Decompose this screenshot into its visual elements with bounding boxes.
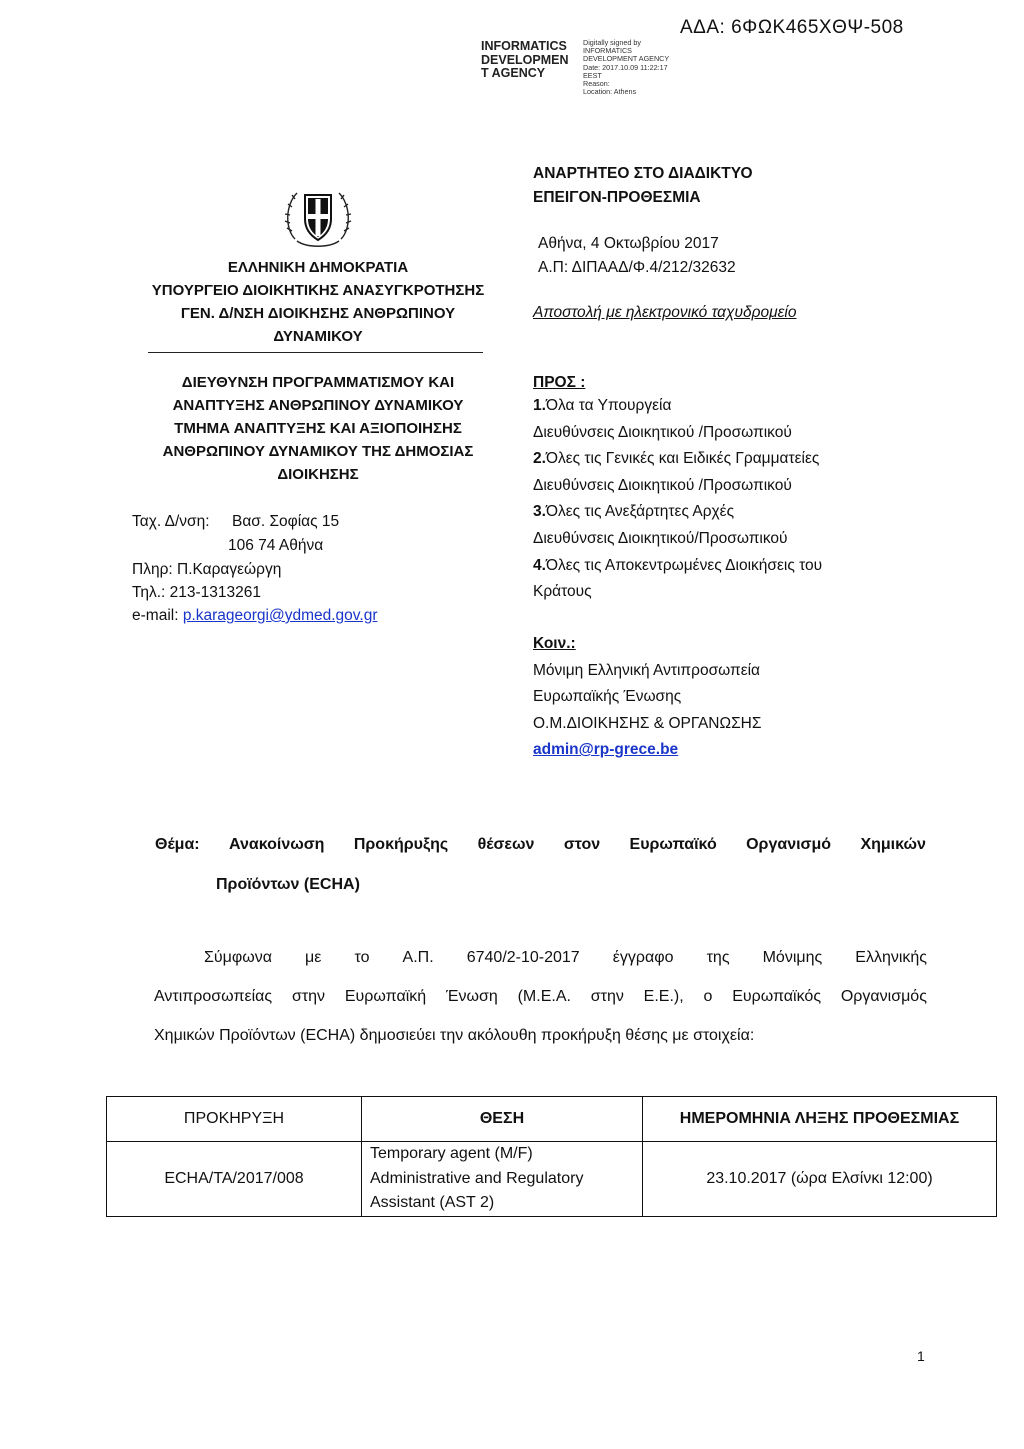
- recipient-line: [533, 420, 822, 447]
- recipient-text: Όλες τις Αποκεντρωμένες Διοικήσεις του: [545, 556, 823, 574]
- recipient-number: 1.: [533, 397, 546, 414]
- body-word: της: [706, 949, 730, 966]
- to-label: ΠΡΟΣ :: [533, 374, 586, 391]
- directorate-line: ΤΜΗΜΑ ΑΝΑΠΤΥΞΗΣ ΚΑΙ ΑΞΙΟΠΟΙΗΣΗΣ: [174, 420, 462, 437]
- cc-line: Ο.Μ.ΔΙΟΙΚΗΣΗΣ & ΟΡΓΑΝΩΣΗΣ: [533, 714, 762, 732]
- body-word: το: [354, 949, 370, 966]
- signature-detail-line: Location: Athens: [583, 87, 637, 97]
- recipient-text: Διευθύνσεις Διοικητικού/Προσωπικού: [533, 529, 788, 547]
- page-number: 1: [917, 1348, 925, 1364]
- body-word: Ένωση: [445, 988, 498, 1005]
- ministry-header: [118, 256, 518, 348]
- greek-emblem-icon: [283, 185, 353, 251]
- body-word: (Μ.Ε.Α.: [517, 988, 571, 1005]
- deadline-cell: 23.10.2017 (ώρα Ελσίνκι 12:00): [643, 1142, 997, 1217]
- recipient-line: [533, 499, 822, 526]
- sender-email-link[interactable]: p.karageorgi@ydmed.gov.gr: [182, 607, 378, 624]
- ministry-line: ΕΛΛΗΝΙΚΗ ΔΗΜΟΚΡΑΤΙΑ: [227, 259, 409, 276]
- signature-name-line: INFORMATICS: [481, 39, 567, 53]
- position-line: Assistant (AST 2): [370, 1194, 495, 1212]
- subject-continuation: Προϊόντων (ECHA): [216, 876, 360, 893]
- body-word: Οργανισμός: [840, 988, 927, 1005]
- subject-word: Θέμα:: [155, 836, 200, 853]
- position-cell: [362, 1142, 643, 1217]
- table-row: [107, 1142, 997, 1217]
- ministry-line: ΔΥΝΑΜΙΚΟΥ: [273, 328, 363, 345]
- directorate-line: ΔΙΕΥΘΥΝΣΗ ΠΡΟΓΡΑΜΜΑΤΙΣΜΟΥ ΚΑΙ: [181, 374, 455, 391]
- table-header-row: [107, 1097, 997, 1142]
- cc-line: Μόνιμη Ελληνική Αντιπροσωπεία: [533, 662, 761, 679]
- directorate-line: ΔΙΟΙΚΗΣΗΣ: [277, 466, 359, 483]
- body-word: Α.Π.: [402, 949, 434, 966]
- subject-word: Χημικών: [860, 836, 926, 853]
- body-word: Ευρωπαϊκός: [732, 988, 822, 1005]
- recipients-list: [533, 393, 822, 606]
- recipient-text: Διευθύνσεις Διοικητικού /Προσωπικού: [533, 476, 792, 494]
- ministry-line: ΓΕΝ. Δ/ΝΣΗ ΔΙΟΙΚΗΣΗΣ ΑΝΘΡΩΠΙΝΟΥ: [180, 305, 456, 322]
- send-mode: Αποστολή με ηλεκτρονικό ταχυδρομείο: [533, 304, 797, 321]
- body-word: 6740/2-10-2017: [466, 949, 580, 966]
- recipient-number: 4.: [533, 556, 546, 574]
- column-header: ΠΡΟΚΗΡΥΞΗ: [107, 1097, 362, 1142]
- signature-detail-line: DEVELOPMENT AGENCY: [583, 54, 670, 64]
- header-divider: [148, 352, 483, 353]
- address-label: Ταχ. Δ/νση:: [132, 513, 210, 530]
- body-line: Χημικών Προϊόντων (ECHA) δημοσιεύει την ακόλουθη προκήρυξη θέσης με στοιχεία:: [154, 1027, 755, 1044]
- internet-notice: ΑΝΑΡΤΗΤΕΟ ΣΤΟ ΔΙΑΔΙΚΤΥΟ: [533, 165, 753, 182]
- phone-number: Τηλ.: 213-1313261: [132, 584, 261, 601]
- position-line: Administrative and Regulatory: [370, 1169, 584, 1187]
- cc-label: Κοιν.:: [533, 635, 576, 652]
- protocol-number: Α.Π: ΔΙΠΑΑΔ/Φ.4/212/32632: [538, 259, 736, 276]
- subject-word: Οργανισμό: [746, 836, 832, 853]
- recipient-line: [533, 446, 822, 473]
- subject-word: θέσεων: [477, 836, 535, 853]
- recipient-text: Όλα τα Υπουργεία: [545, 397, 672, 414]
- contact-person: Πληρ: Π.Καραγεώργη: [132, 561, 282, 578]
- recipient-text: Όλες τις Ανεξάρτητες Αρχές: [545, 503, 735, 521]
- body-word: στην: [590, 988, 624, 1005]
- email-row: [132, 604, 378, 628]
- recipient-line: [533, 553, 822, 580]
- signature-detail-line: EEST: [583, 70, 602, 80]
- directorate-header: [118, 371, 518, 486]
- signature-details: [583, 39, 669, 96]
- cc-line: Ευρωπαϊκής Ένωσης: [533, 688, 682, 706]
- subject-word: στον: [563, 836, 601, 853]
- recipient-number: 3.: [533, 503, 546, 521]
- email-label: e-mail:: [132, 607, 179, 624]
- address-street: Βασ. Σοφίας 15: [232, 513, 340, 530]
- directorate-line: ΑΝΑΠΤΥΞΗΣ ΑΝΘΡΩΠΙΝΟΥ ΔΥΝΑΜΙΚΟΥ: [172, 397, 464, 414]
- column-header: ΘΕΣΗ: [362, 1097, 643, 1142]
- recipient-text: Διευθύνσεις Διοικητικού /Προσωπικού: [533, 423, 792, 441]
- signature-detail-line: INFORMATICS: [583, 46, 632, 56]
- document-date: Αθήνα, 4 Οκτωβρίου 2017: [538, 235, 719, 252]
- body-word: Ελληνικής: [855, 949, 927, 966]
- column-header: ΗΜΕΡΟΜΗΝΙΑ ΛΗΞΗΣ ΠΡΟΘΕΣΜΙΑΣ: [643, 1097, 997, 1142]
- signature-detail-line: Reason:: [583, 79, 610, 89]
- signature-detail-line: Digitally signed by: [583, 38, 641, 47]
- body-word: Ε.Ε.),: [643, 988, 684, 1005]
- subject-word: Ευρωπαϊκό: [629, 836, 717, 853]
- body-word: με: [305, 949, 322, 966]
- signature-detail-line: Date: 2017.10.09 11:22:17: [583, 62, 668, 72]
- body-word: Μόνιμης: [762, 949, 823, 966]
- body-word: ο: [703, 988, 713, 1005]
- recipient-line: [533, 473, 822, 500]
- ministry-line: ΥΠΟΥΡΓΕΙΟ ΔΙΟΙΚΗΤΙΚΗΣ ΑΝΑΣΥΓΚΡΟΤΗΣΗΣ: [151, 282, 485, 299]
- ada-code: ΑΔΑ: 6ΦΩΚ465ΧΘΨ-508: [680, 17, 904, 38]
- cc-list: [533, 658, 761, 764]
- signature-name-line: T AGENCY: [481, 66, 546, 80]
- recipient-text: Όλες τις Γενικές και Ειδικές Γραμματείες: [545, 450, 820, 468]
- position-line: Temporary agent (M/F): [370, 1145, 533, 1163]
- signature-name-line: DEVELOPMEN: [481, 52, 569, 67]
- notice-cell: ECHA/TA/2017/008: [107, 1142, 362, 1217]
- body-word: Αντιπροσωπείας: [154, 988, 273, 1005]
- address-postal: 106 74 Αθήνα: [228, 537, 324, 554]
- recipient-text: Κράτους: [533, 583, 592, 601]
- recipient-line: [533, 579, 822, 606]
- body-word: Σύμφωνα: [204, 949, 272, 966]
- body-word: Ευρωπαϊκή: [344, 988, 427, 1005]
- body-word: στην: [291, 988, 326, 1005]
- recipient-line: [533, 526, 822, 553]
- subject: [155, 832, 926, 858]
- signature-signer: [481, 40, 569, 81]
- urgent-notice: ΕΠΕΙΓΟΝ-ΠΡΟΘΕΣΜΙΑ: [533, 189, 701, 206]
- body-word: έγγραφο: [612, 949, 674, 966]
- subject-word: Ανακοίνωση: [229, 836, 325, 853]
- recipient-line: [533, 393, 822, 420]
- cc-email-link[interactable]: admin@rp-grece.be: [533, 741, 679, 759]
- body-paragraph: [154, 945, 927, 1049]
- positions-table: [106, 1096, 997, 1217]
- recipient-number: 2.: [533, 450, 546, 468]
- subject-word: Προκήρυξης: [353, 836, 449, 853]
- directorate-line: ΑΝΘΡΩΠΙΝΟΥ ΔΥΝΑΜΙΚΟΥ ΤΗΣ ΔΗΜΟΣΙΑΣ: [162, 443, 474, 460]
